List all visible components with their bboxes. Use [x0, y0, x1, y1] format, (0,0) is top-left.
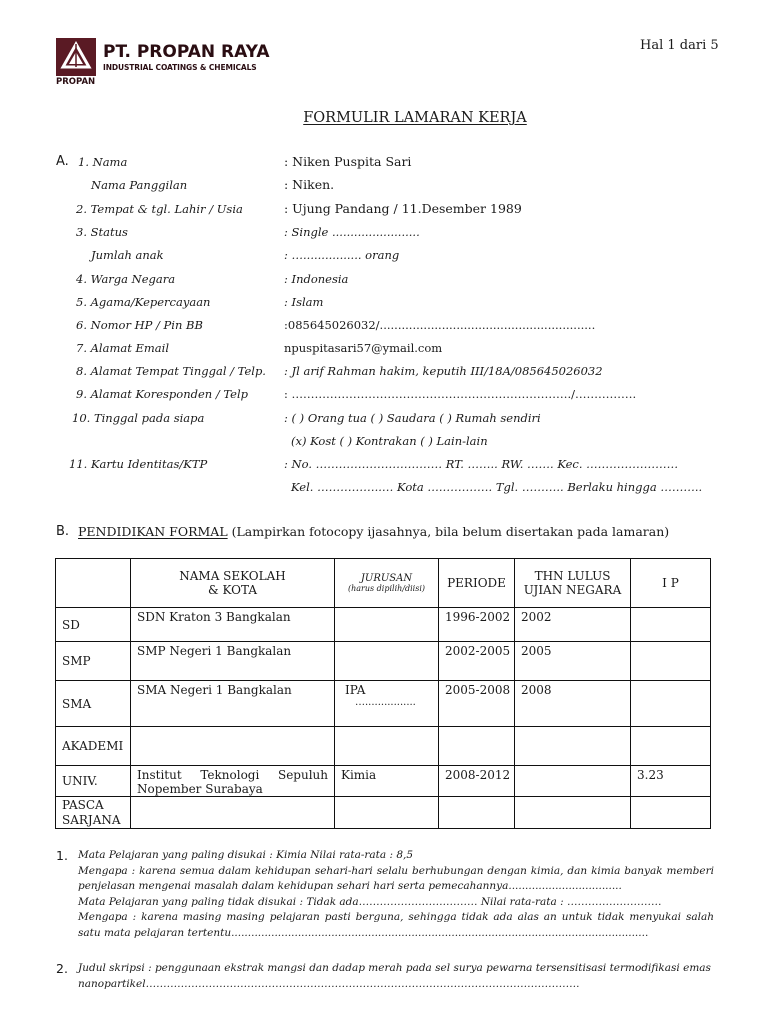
education-table: [55, 558, 711, 829]
row-periode: 2005-2008: [439, 681, 515, 727]
row-ip: [631, 681, 711, 727]
header-lulus: [515, 559, 631, 608]
row-level: SD: [56, 608, 131, 642]
field-value-ktp-1: : No. …………………………… RT. …….. RW. ……. Kec. ……………………: [284, 457, 679, 471]
row-jurusan: [335, 727, 439, 766]
note-item-1: [56, 848, 714, 941]
header-level: [56, 559, 131, 608]
field-label-koresponden: 9. Alamat Koresponden / Telp: [76, 387, 248, 401]
header-periode: PERIODE: [439, 559, 515, 608]
note-item-2: [56, 961, 714, 992]
row-lulus: 2008: [515, 681, 631, 727]
note-line: Judul skripsi : penggunaan ekstrak mangsi dan dadap merah pada sel surya pewarna tersensitisasi termodifikasi emas: [78, 962, 711, 974]
row-school: [131, 797, 335, 829]
section-b-letter: B.: [56, 524, 70, 539]
header-jurusan-label: JURUSAN: [360, 573, 413, 584]
section-b-note: (Lampirkan fotocopy ijasahnya, bila belum disertakan pada lamaran): [231, 524, 670, 539]
row-lulus: [515, 727, 631, 766]
field-label-ktp: 11. Kartu Identitas/KTP: [69, 457, 208, 471]
row-level: UNIV.: [56, 766, 131, 797]
row-ip: [631, 642, 711, 681]
row-level-line1: PASCA: [62, 797, 104, 812]
row-jurusan: Kimia: [335, 766, 439, 797]
note-number: 2.: [56, 961, 68, 976]
row-jurusan-dots: …................: [355, 697, 416, 708]
field-label-nama-panggilan: Nama Panggilan: [91, 178, 188, 192]
company-tagline: INDUSTRIAL COATINGS & CHEMICALS: [103, 63, 257, 72]
row-level: SMP: [56, 642, 131, 681]
row-school-line1: Institut Teknologi Sepuluh: [137, 768, 328, 782]
row-periode: 2002-2005: [439, 642, 515, 681]
row-periode: [439, 797, 515, 829]
field-value-jumlah-anak: : …................ orang: [284, 248, 400, 262]
header-school: [131, 559, 335, 608]
company-name: PT. PROPAN RAYA: [103, 42, 270, 62]
field-value-alamat: : Jl arif Rahman hakim, keputih III/18A/085645026032: [284, 364, 603, 378]
propan-triangle-icon: [56, 38, 96, 76]
field-value-agama: : Islam: [284, 295, 324, 309]
row-level: [56, 797, 131, 829]
field-value-status: : Single ........................: [284, 225, 420, 239]
row-school: [131, 766, 335, 797]
row-lulus: [515, 797, 631, 829]
section-b-heading: [78, 524, 669, 539]
field-label-nama: 1. Nama: [78, 155, 128, 169]
row-jurusan: [335, 797, 439, 829]
row-ip: [631, 608, 711, 642]
row-level: AKADEMI: [56, 727, 131, 766]
row-ip: [631, 797, 711, 829]
table-row: [56, 642, 711, 681]
field-value-ttl: : Ujung Pandang / 11.Desember 1989: [284, 201, 522, 216]
row-school-line2: Nopember Surabaya: [137, 782, 263, 796]
note-line: Mengapa : karena masing masing pelajaran pasti berguna, sehingga tidak ada alas an untuk tidak menyukai salah satu mata pelajaran tertentu.............................................................................................................................: [78, 911, 714, 939]
table-row: [56, 608, 711, 642]
header-lulus-line1: THN LULUS: [534, 569, 611, 583]
field-value-warga-negara: : Indonesia: [284, 272, 349, 286]
section-b-title: PENDIDIKAN FORMAL: [78, 524, 228, 539]
field-label-alamat: 8. Alamat Tempat Tinggal / Telp.: [76, 364, 266, 378]
table-row: [56, 681, 711, 727]
field-label-ttl: 2. Tempat & tgl. Lahir / Usia: [76, 202, 243, 216]
row-ip: [631, 727, 711, 766]
row-jurusan: [335, 681, 439, 727]
field-value-email: npuspitasari57@ymail.com: [284, 341, 443, 355]
row-periode: 1996-2002: [439, 608, 515, 642]
header-lulus-line2: UJIAN NEGARA: [523, 583, 622, 597]
row-level: SMA: [56, 681, 131, 727]
header-jurusan: [335, 559, 439, 608]
note-number: 1.: [56, 848, 68, 863]
row-school: SMP Negeri 1 Bangkalan: [131, 642, 335, 681]
row-lulus: 2005: [515, 642, 631, 681]
field-label-agama: 5. Agama/Kepercayaan: [76, 295, 211, 309]
logo-wordmark: PROPAN: [56, 77, 96, 87]
field-label-nomor-hp: 6. Nomor HP / Pin BB: [76, 318, 203, 332]
header-school-line1: NAMA SEKOLAH: [179, 569, 286, 583]
row-lulus: 2002: [515, 608, 631, 642]
row-jurusan: [335, 642, 439, 681]
field-label-tinggal: 10. Tinggal pada siapa: [72, 411, 205, 425]
propan-logo: [56, 38, 96, 76]
row-lulus: [515, 766, 631, 797]
page-number: Hal 1 dari 5: [640, 38, 719, 53]
field-value-koresponden: : ………………………………………………………………./…………….: [284, 387, 637, 401]
note-line: Mata Pelajaran yang paling disukai : Kimia Nilai rata-rata : 8,5: [78, 849, 414, 861]
note-line: Mengapa : karena semua dalam kehidupan sehari-hari selalu berhubungan dengan kimia, dan kimia banyak memberi penjelasan mengenai masalah dalam kehidupan sehari hari serta pemecahannya..................................: [78, 864, 714, 892]
header-ip: I P: [631, 559, 711, 608]
field-label-status: 3. Status: [76, 225, 128, 239]
field-value-nomor-hp: :085645026032/...........................................................: [284, 318, 596, 332]
table-row: [56, 727, 711, 766]
note-line: nanopartikel…………………………………………………………………………………………………………….: [78, 977, 580, 990]
section-a-letter: A.: [56, 154, 69, 169]
field-label-jumlah-anak: Jumlah anak: [91, 248, 164, 262]
row-ip: 3.23: [631, 766, 711, 797]
row-jurusan: [335, 608, 439, 642]
field-label-warga-negara: 4. Warga Negara: [76, 272, 176, 286]
header-jurusan-note: (harus dipilih/diisi): [347, 584, 425, 593]
row-school: SDN Kraton 3 Bangkalan: [131, 608, 335, 642]
field-value-nama: : Niken Puspita Sari: [284, 154, 412, 169]
row-jurusan-value: IPA: [345, 683, 366, 697]
row-periode: [439, 727, 515, 766]
table-row: [56, 797, 711, 829]
row-periode: 2008-2012: [439, 766, 515, 797]
header-school-line2: & KOTA: [208, 583, 257, 597]
form-title: FORMULIR LAMARAN KERJA: [303, 110, 527, 126]
field-label-email: 7. Alamat Email: [76, 341, 170, 355]
field-value-tinggal-1: : ( ) Orang tua ( ) Saudara ( ) Rumah sendiri: [284, 411, 541, 425]
table-header-row: [56, 559, 711, 608]
field-value-nama-panggilan: : Niken.: [284, 177, 335, 192]
table-row: [56, 766, 711, 797]
row-level-line2: SARJANA: [62, 812, 121, 827]
row-school: SMA Negeri 1 Bangkalan: [131, 681, 335, 727]
row-school: [131, 727, 335, 766]
field-value-ktp-2: Kel. ……………..… Kota ….…………. Tgl. ……….. Berlaku hingga ………..: [291, 480, 703, 494]
field-value-tinggal-2: (x) Kost ( ) Kontrakan ( ) Lain-lain: [291, 434, 488, 448]
note-line: Mata Pelajaran yang paling tidak disukai : Tidak ada…………………….……… Nilai rata-rata : ………………………: [78, 895, 662, 908]
